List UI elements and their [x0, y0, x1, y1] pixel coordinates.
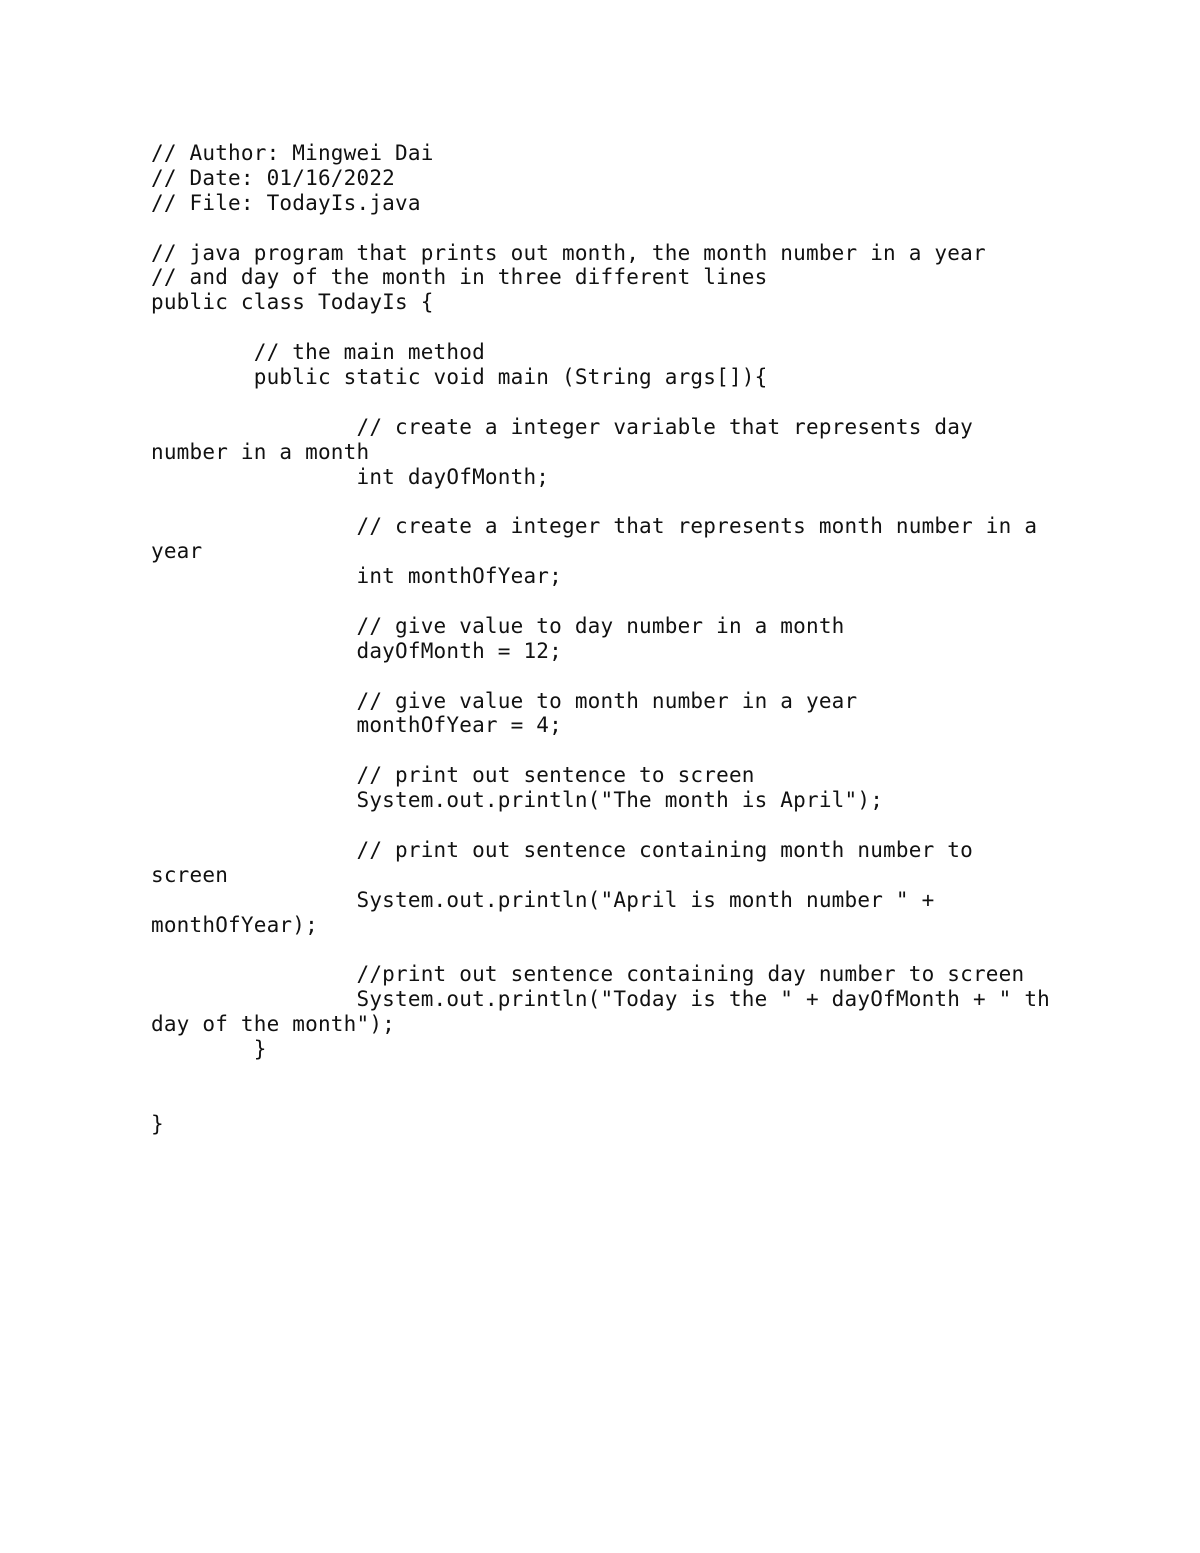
code-line: System.out.println("Today is the " + dayOfMonth + " th: [151, 987, 1051, 1012]
code-line: number in a month: [151, 439, 370, 464]
code-line: [151, 315, 1111, 340]
code-line: // create a integer that represents month number in a: [151, 514, 1038, 539]
code-line: [151, 738, 1111, 763]
code-line: }: [151, 1111, 164, 1136]
code-line: // Date: 01/16/2022: [151, 165, 396, 190]
code-line: [151, 938, 1111, 963]
code-line: [151, 1062, 1111, 1087]
code-line: //print out sentence containing day number to screen: [151, 962, 1025, 987]
code-line: // Author: Mingwei Dai: [151, 141, 434, 165]
code-line: // create a integer variable that represents day: [151, 414, 973, 439]
code-line: int monthOfYear;: [151, 564, 562, 589]
code-line: [151, 390, 1111, 415]
code-line: int dayOfMonth;: [151, 464, 550, 489]
code-line: [151, 216, 1111, 241]
code-line: [151, 1087, 1111, 1112]
code-line: monthOfYear);: [151, 912, 318, 937]
code-line: // give value to day number in a month: [151, 613, 845, 638]
code-line: [151, 813, 1111, 838]
code-line: [151, 664, 1111, 689]
code-line: // java program that prints out month, the month number in a year: [151, 240, 986, 265]
code-line: // and day of the month in three different lines: [151, 265, 768, 290]
code-line: // give value to month number in a year: [151, 688, 858, 713]
code-line: screen: [151, 862, 229, 887]
code-line: // print out sentence to screen: [151, 763, 755, 788]
code-listing: [151, 141, 1111, 1137]
code-line: // print out sentence containing month number to: [151, 837, 973, 862]
code-line: // the main method: [151, 340, 485, 365]
code-line: day of the month");: [151, 1012, 396, 1037]
code-line: public static void main (String args[]){: [151, 365, 768, 390]
code-line: monthOfYear = 4;: [151, 713, 562, 738]
code-line: }: [151, 1037, 267, 1062]
code-line: [151, 489, 1111, 514]
code-line: year: [151, 539, 203, 564]
code-line: System.out.println("The month is April");: [151, 788, 884, 813]
code-line: [151, 589, 1111, 614]
code-line: public class TodayIs {: [151, 290, 434, 315]
code-line: dayOfMonth = 12;: [151, 638, 562, 663]
code-line: System.out.println("April is month number " +: [151, 887, 935, 912]
code-line: // File: TodayIs.java: [151, 190, 421, 215]
